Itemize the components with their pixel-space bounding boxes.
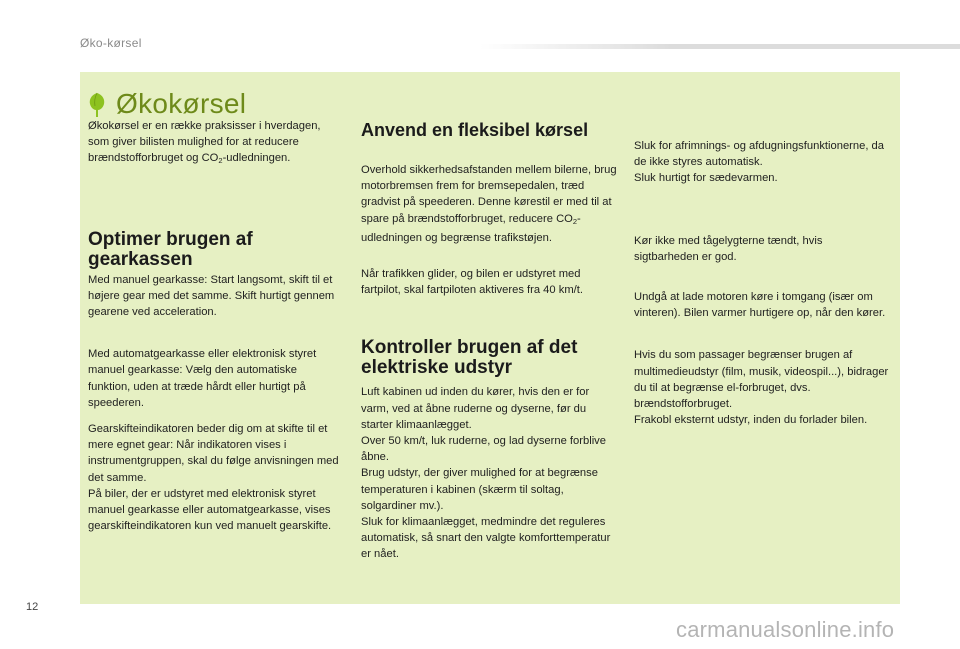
- leaf-icon: [88, 92, 106, 118]
- heading-flexible-driving: Anvend en fleksibel kørsel: [361, 120, 589, 140]
- paragraph-gear-indicator-1: Gearskifteindikatoren beder dig om at skifte til et mere egnet gear: Når indikatoren vises i instrumentgruppen, skal du følge anvisningen med det samme.: [88, 423, 339, 484]
- paragraph-defrost-2: Sluk hurtigt for sædevarmen.: [634, 172, 778, 185]
- intro-paragraph: Økokørsel er en række praksisser i hverdagen, som giver bilisten mulighed for at reducere brændstofforbruget og $CO_2$-udledningen.: [88, 120, 321, 166]
- column-3: [634, 138, 890, 428]
- paragraph-fog-lamps: Kør ikke med tågelygterne tændt, hvis sigtbarheden er god.: [634, 234, 823, 263]
- paragraph-cabin-cooling-2: Over 50 km/t, luk ruderne, og lad dyserne forblive åbne.: [361, 435, 606, 464]
- paragraph-multimedia-1: Hvis du som passager begrænser brugen af multimedieudstyr (film, musik, videospil...), bidrager du til at begrænse el-forbruget, dvs. brændstofforbruget.: [634, 349, 889, 411]
- paragraph-idling: Undgå at lade motoren køre i tomgang (især om vinteren). Bilen varmer hurtigere op, når den kører.: [634, 291, 886, 320]
- paragraph-automatic-gearbox: Med automatgearkasse eller elektronisk styret manuel gearkasse: Vælg den automatiske funktion, uden at træde hårdt eller hurtigt på speederen.: [88, 348, 317, 409]
- paragraph-defrost-1: Sluk for afrimnings- og afdugningsfunktionerne, da de ikke styres automatisk.: [634, 140, 885, 169]
- paragraph-cabin-cooling-4: Sluk for klimaanlægget, medmindre det reguleres automatisk, så snart den valgte komforttemperatur er nået.: [361, 516, 611, 561]
- section-title: Øko-kørsel: [80, 36, 142, 50]
- page-title: [88, 86, 246, 122]
- paragraph-cabin-cooling-3: Brug udstyr, der giver mulighed for at begrænse temperaturen i kabinen (skærm til soltag, solgardiner mv.).: [361, 467, 598, 512]
- page-number: 12: [26, 601, 39, 613]
- paragraph-multimedia-2: Frakobl eksternt udstyr, inden du forlader bilen.: [634, 414, 868, 427]
- heading-electrical-equipment: Kontroller brugen af det elektriske udstyr: [361, 337, 578, 379]
- paragraph-manual-gearbox: Med manuel gearkasse: Start langsomt, skift til et højere gear med det samme. Skift hurtigt gennem gearene ved acceleration.: [88, 273, 335, 319]
- paragraph-cabin-cooling-1: Luft kabinen ud inden du kører, hvis den er for varm, ved at åbne ruderne og dyserne, før du starter klimaanlægget.: [361, 386, 590, 431]
- heading-gearbox: Optimer brugen af gearkassen: [88, 228, 253, 270]
- paragraph-gear-indicator-2: På biler, der er udstyret med elektronisk styret manuel gearkasse eller automatgearkasse, vises gearskifteindikatoren kun ved manuelt gearskifte.: [88, 487, 332, 533]
- header-rule: [480, 44, 960, 49]
- paragraph-cruise-control: Når trafikken glider, og bilen er udstyret med fartpilot, skal fartpiloten aktiveres fra 40 km/t.: [361, 268, 583, 297]
- column-2: [361, 120, 619, 563]
- paragraph-safe-distance: Overhold sikkerhedsafstanden mellem bilerne, brug motorbremsen frem for bremsepedalen, træd gradvist på speederen. Denne kørestil er med til at spare på brændstofforbruget, reducere $CO_2$-udledningen og begrænse trafikstøjen.: [361, 164, 617, 244]
- column-1: [88, 118, 340, 534]
- watermark-text: carmanualsonline.info: [676, 617, 895, 642]
- page-title-text: Økokørsel: [116, 88, 247, 119]
